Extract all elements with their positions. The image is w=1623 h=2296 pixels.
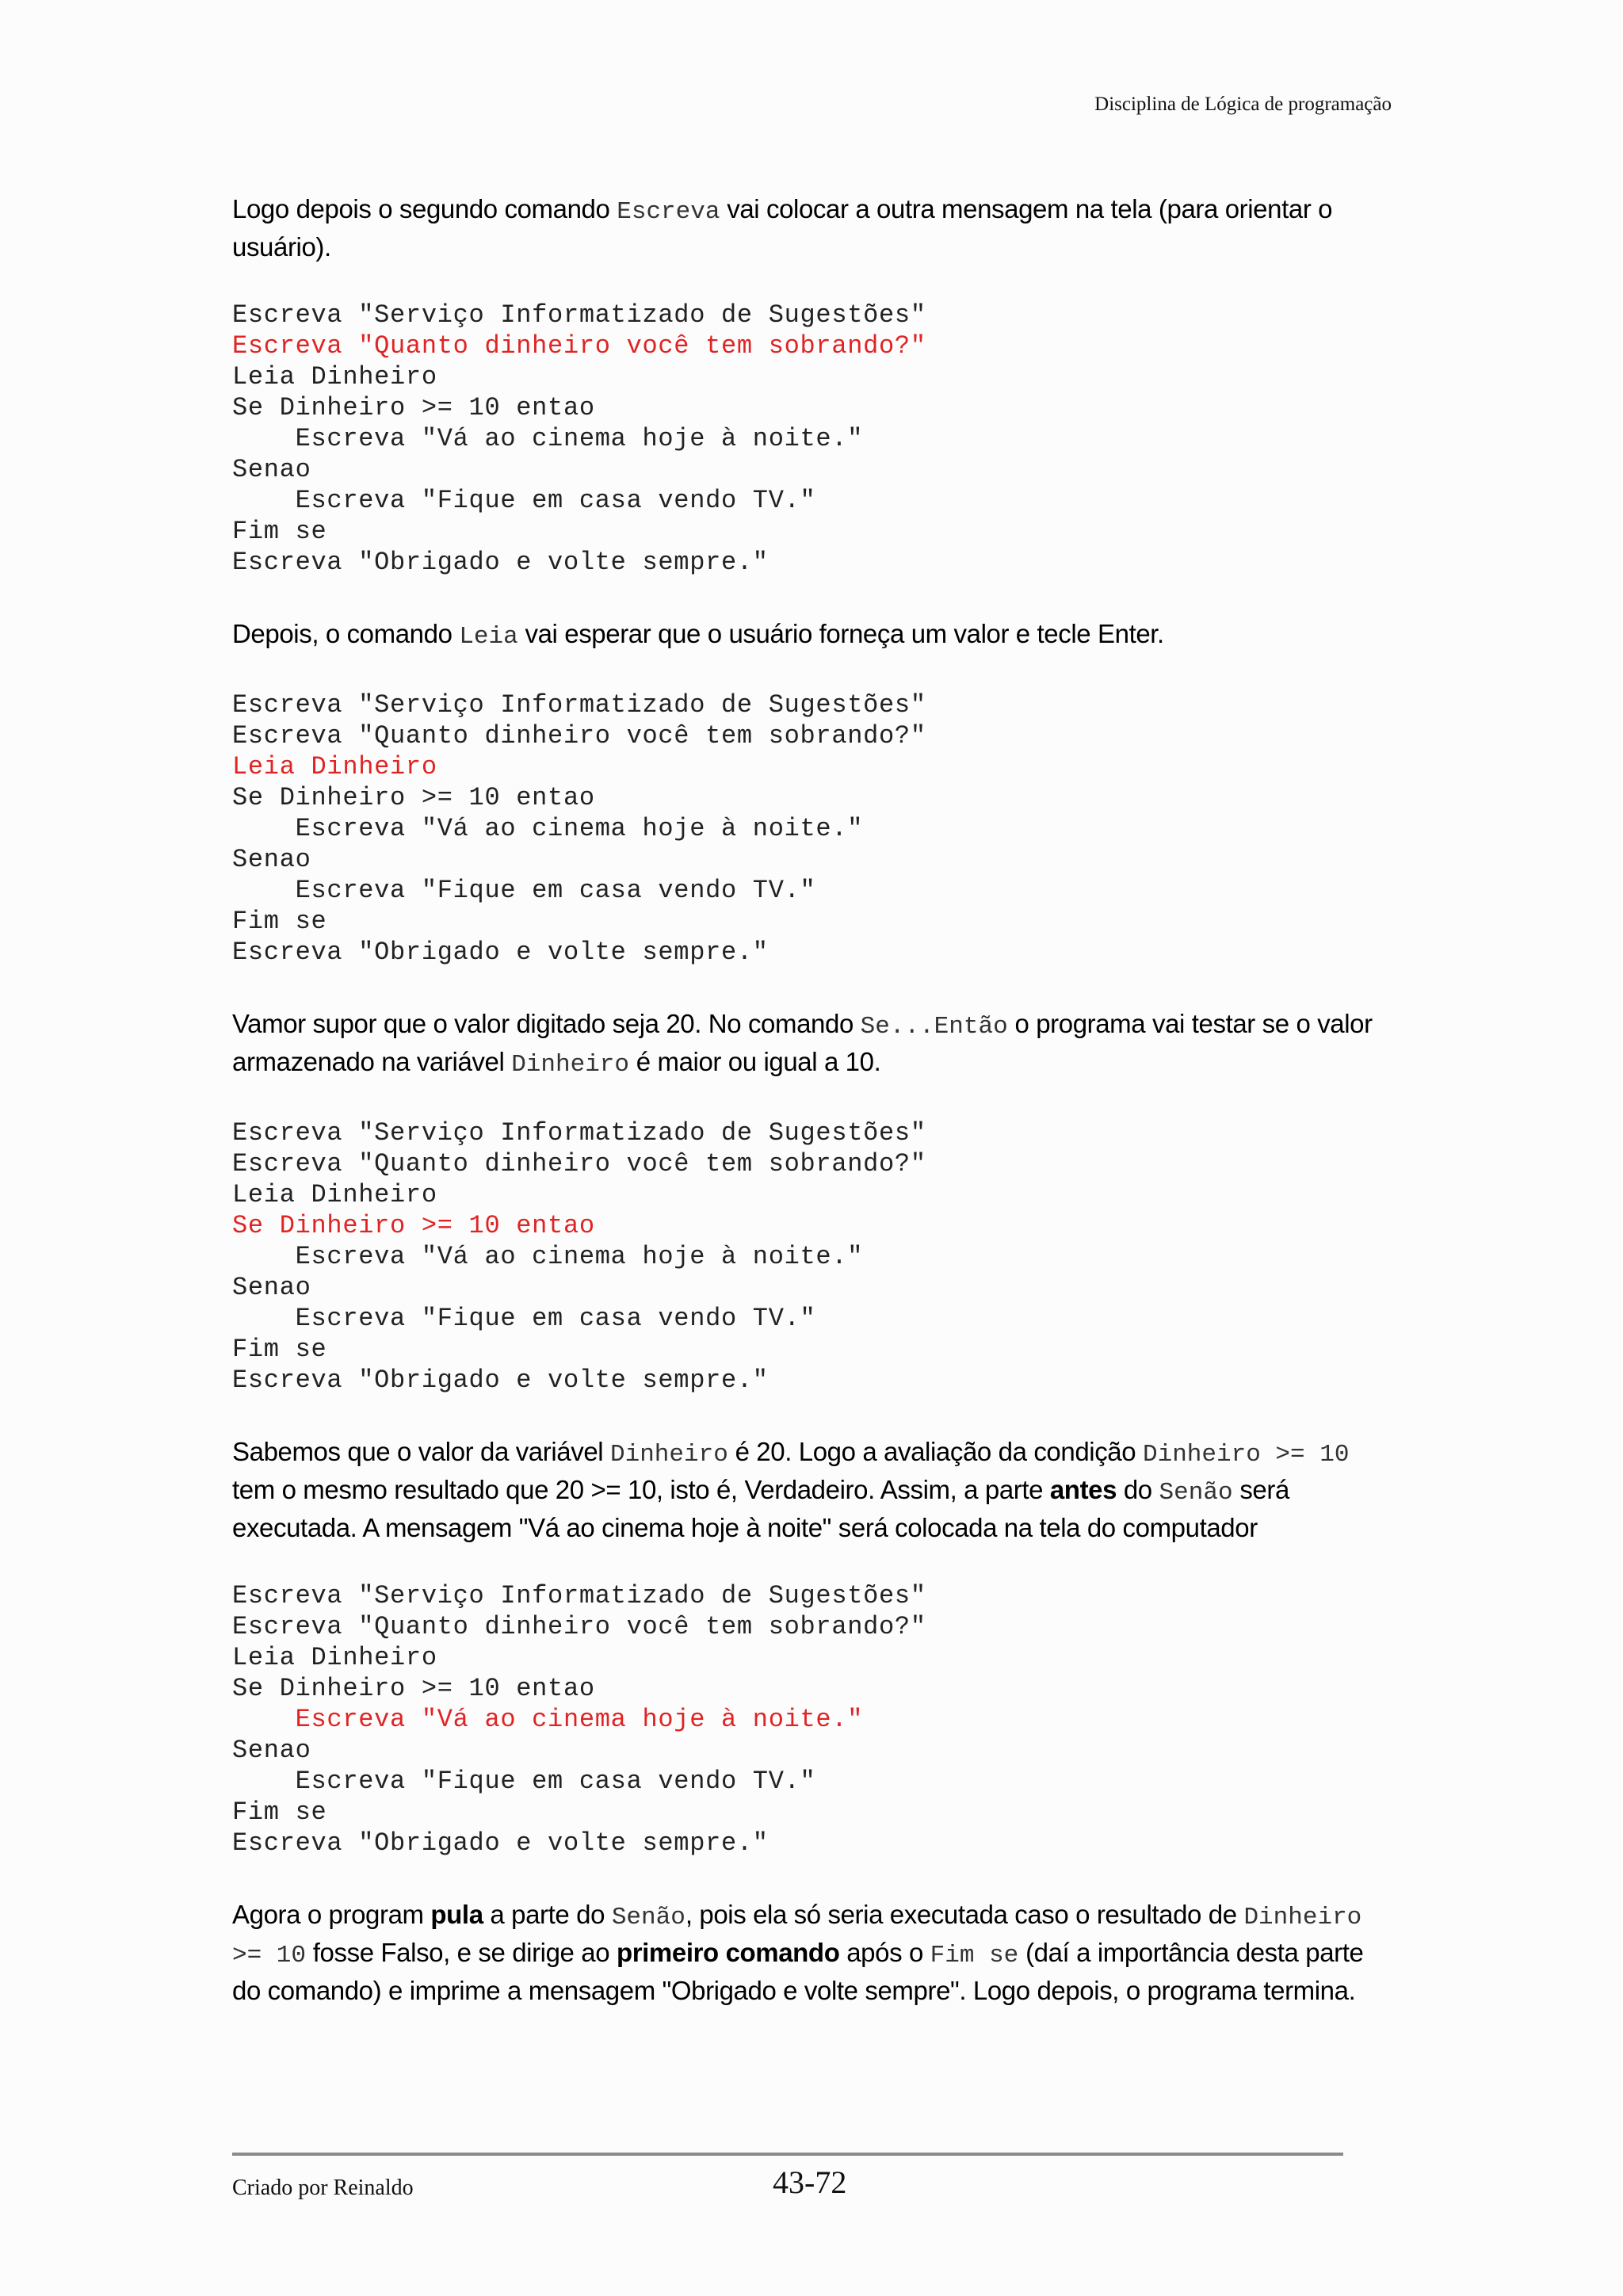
text: vai esperar que o usuário forneça um valor e tecle Enter. [517, 619, 1164, 648]
code-line: Escreva "Quanto dinheiro você tem sobrando?" [232, 721, 926, 751]
code-line: Escreva "Vá ao cinema hoje à noite." [232, 814, 864, 843]
code-line: Escreva "Fique em casa vendo TV." [232, 1304, 816, 1333]
text: Vamor supor que o valor digitado seja 20. No comando [232, 1009, 861, 1038]
text: Logo depois o segundo comando [232, 194, 617, 223]
inline-code: Se...Então [860, 1013, 1008, 1041]
code-line: Escreva "Obrigado e volte sempre." [232, 548, 769, 577]
code-block-4 [232, 1580, 1393, 1859]
bold-text: antes [1049, 1475, 1117, 1504]
inline-code: Dinheiro >= 10 [232, 1904, 1362, 1969]
text: a parte do [483, 1900, 612, 1929]
text: fosse Falso, e se dirige ao [306, 1938, 617, 1967]
text: (daí a importância desta parte do comando) e imprime a mensagem "Obrigado e volte sempre". Logo depois, o programa termina. [232, 1938, 1364, 2005]
text: Sabemos que o valor da variável [232, 1437, 610, 1466]
text: é 20. Logo a avaliação da condição [727, 1437, 1143, 1466]
page-header: Disciplina de Lógica de programação [1094, 94, 1392, 115]
code-line: Fim se [232, 1797, 327, 1827]
footer-author: Criado por Reinaldo [232, 2176, 414, 2200]
page-content [232, 192, 1393, 2008]
code-line: Fim se [232, 1335, 327, 1364]
code-line: Se Dinheiro >= 10 entao [232, 783, 595, 812]
text: Agora o program [232, 1900, 431, 1929]
code-line: Escreva "Serviço Informatizado de Sugestões" [232, 690, 926, 720]
bold-text: pula [430, 1900, 483, 1929]
bold-text: primeiro comando [616, 1938, 840, 1967]
code-line: Escreva "Vá ao cinema hoje à noite." [232, 424, 864, 453]
code-line: Escreva "Serviço Informatizado de Sugestões" [232, 1581, 926, 1610]
code-line: Escreva "Serviço Informatizado de Sugestões" [232, 1118, 926, 1148]
code-line: Escreva "Fique em casa vendo TV." [232, 486, 816, 515]
text: o programa vai testar se o valor armazenado na variável [232, 1009, 1373, 1076]
code-line: Leia Dinheiro [232, 1180, 437, 1209]
inline-code: Senão [1159, 1479, 1233, 1507]
text: do [1117, 1475, 1159, 1504]
inline-code: Fim se [930, 1942, 1019, 1969]
paragraph-2 [232, 617, 1393, 655]
code-block-1 [232, 300, 1393, 578]
code-line: Fim se [232, 907, 327, 936]
text: , pois ela só seria executada caso o resultado de [685, 1900, 1244, 1929]
code-line: Leia Dinheiro [232, 362, 437, 392]
code-line: Escreva "Fique em casa vendo TV." [232, 876, 816, 905]
code-line: Senao [232, 1736, 311, 1765]
text: Depois, o comando [232, 619, 460, 648]
highlighted-code-line: Leia Dinheiro [232, 752, 437, 781]
code-line: Escreva "Vá ao cinema hoje à noite." [232, 1242, 864, 1271]
highlighted-code-line: Escreva "Quanto dinheiro você tem sobrando?" [232, 331, 926, 361]
text: após o [839, 1938, 930, 1967]
text: vai colocar a outra mensagem na tela (para orientar o usuário). [232, 194, 1333, 262]
code-line: Escreva "Obrigado e volte sempre." [232, 938, 769, 967]
paragraph-1 [232, 192, 1393, 265]
code-line: Escreva "Fique em casa vendo TV." [232, 1767, 816, 1796]
paragraph-5 [232, 1897, 1393, 2008]
inline-code: Escreva [617, 198, 720, 226]
inline-code: Dinheiro >= 10 [1142, 1441, 1350, 1469]
code-line: Escreva "Quanto dinheiro você tem sobrando?" [232, 1149, 926, 1179]
code-line: Se Dinheiro >= 10 entao [232, 393, 595, 422]
paragraph-4 [232, 1435, 1393, 1545]
code-line: Escreva "Obrigado e volte sempre." [232, 1366, 769, 1395]
page-number: 43-72 [773, 2164, 847, 2200]
text: é maior ou igual a 10. [629, 1047, 881, 1076]
code-line: Leia Dinheiro [232, 1643, 437, 1672]
code-block-2 [232, 690, 1393, 968]
code-block-3 [232, 1117, 1393, 1396]
code-line: Senao [232, 455, 311, 484]
highlighted-code-line: Escreva "Vá ao cinema hoje à noite." [232, 1705, 864, 1734]
code-line: Fim se [232, 517, 327, 546]
inline-code: Senão [611, 1904, 685, 1931]
code-line: Se Dinheiro >= 10 entao [232, 1674, 595, 1703]
text: tem o mesmo resultado que 20 >= 10, isto é, Verdadeiro. Assim, a parte [232, 1475, 1050, 1504]
paragraph-3 [232, 1007, 1393, 1083]
code-line: Escreva "Serviço Informatizado de Sugestões" [232, 300, 926, 330]
code-line: Escreva "Quanto dinheiro você tem sobrando?" [232, 1612, 926, 1641]
highlighted-code-line: Se Dinheiro >= 10 entao [232, 1211, 595, 1240]
code-line: Escreva "Obrigado e volte sempre." [232, 1828, 769, 1858]
inline-code: Dinheiro [511, 1051, 630, 1079]
text: será executada. A mensagem "Vá ao cinema hoje à noite" será colocada na tela do computador [232, 1475, 1289, 1542]
inline-code: Leia [459, 623, 518, 651]
code-line: Senao [232, 1273, 311, 1302]
footer-divider [232, 2153, 1343, 2156]
inline-code: Dinheiro [609, 1441, 728, 1469]
code-line: Senao [232, 845, 311, 874]
